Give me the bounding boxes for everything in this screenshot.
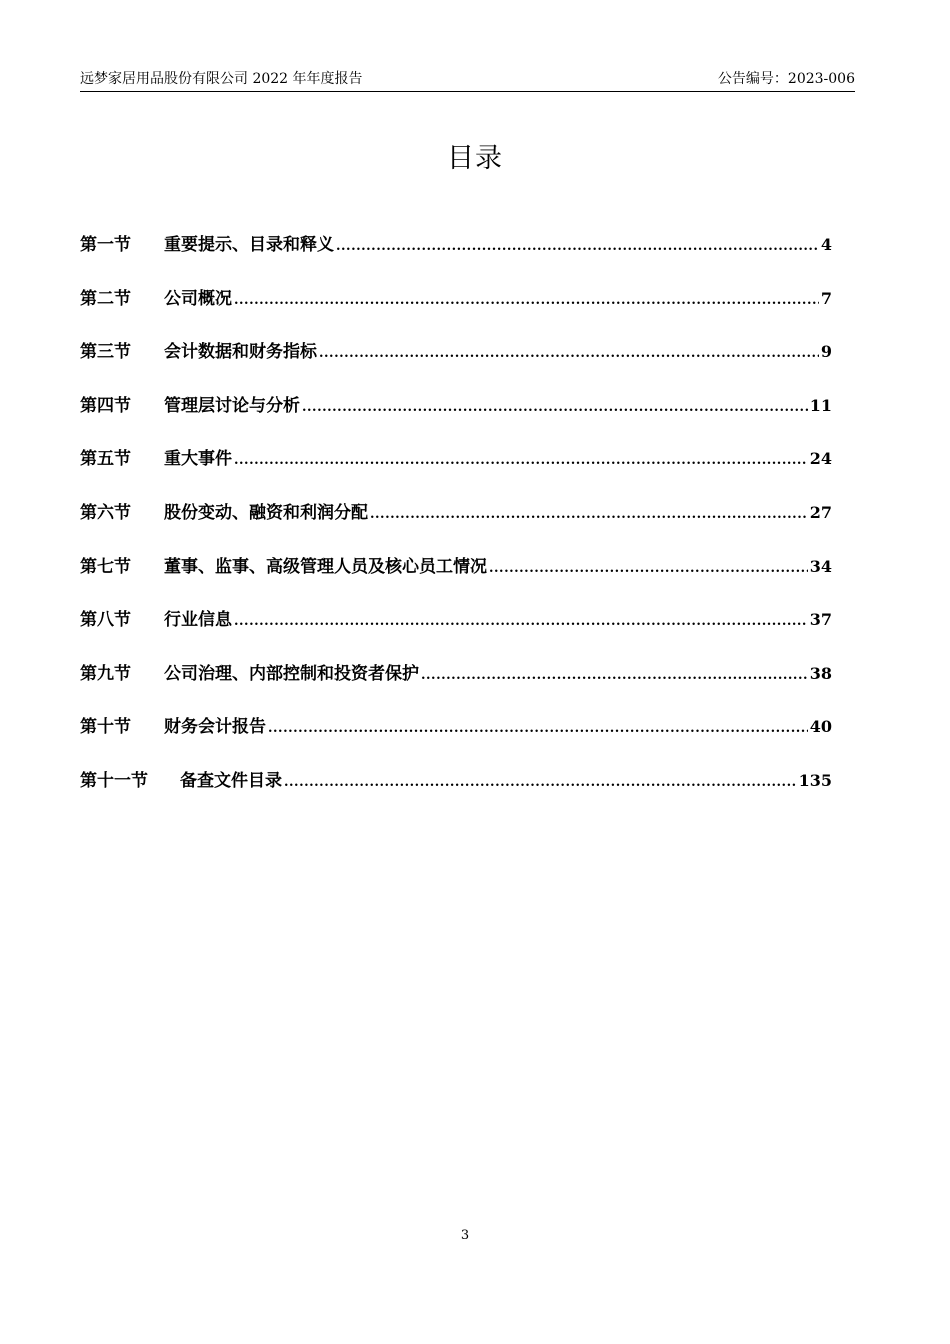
toc-dot-leader xyxy=(268,721,808,736)
toc-dot-leader xyxy=(284,775,797,790)
toc-section-number: 第十一节 xyxy=(80,770,148,791)
toc-section-title: 董事、监事、高级管理人员及核心员工情况 xyxy=(164,556,487,577)
toc-dot-leader xyxy=(370,507,808,522)
toc-dot-leader xyxy=(234,614,808,629)
toc-entry-section-9[interactable] xyxy=(80,659,832,713)
toc-section-title: 管理层讨论与分析 xyxy=(164,395,300,416)
toc-section-number: 第六节 xyxy=(80,502,131,523)
header-announcement-number: 公告编号：2023-006 xyxy=(717,71,855,87)
toc-dot-leader xyxy=(489,561,808,576)
toc-page-number: 34 xyxy=(809,556,832,576)
table-of-contents xyxy=(80,230,832,820)
toc-page-number: 135 xyxy=(798,770,832,790)
toc-dot-leader xyxy=(302,400,808,415)
toc-section-number: 第二节 xyxy=(80,288,131,309)
toc-entry-section-3[interactable] xyxy=(80,337,832,391)
toc-section-title: 重要提示、目录和释义 xyxy=(164,235,334,255)
toc-entry-section-1[interactable] xyxy=(80,230,832,284)
toc-entry-section-7[interactable] xyxy=(80,552,832,606)
toc-section-number: 第四节 xyxy=(80,395,131,416)
toc-entry-section-8[interactable] xyxy=(80,605,832,659)
toc-page-number: 4 xyxy=(820,235,832,254)
toc-dot-leader xyxy=(234,293,819,308)
page-footer-number: 3 xyxy=(460,1228,470,1243)
toc-section-title: 股份变动、融资和利润分配 xyxy=(164,502,368,523)
toc-section-title: 公司治理、内部控制和投资者保护 xyxy=(164,663,419,684)
toc-section-title: 公司概况 xyxy=(164,288,232,309)
toc-section-number: 第一节 xyxy=(80,235,131,255)
toc-section-number: 第九节 xyxy=(80,663,131,684)
header-report-title: 远梦家居用品股份有限公司 2022 年年度报告 xyxy=(80,71,363,87)
page-title: 目录 xyxy=(447,143,503,174)
toc-page-number: 38 xyxy=(809,663,832,683)
toc-section-number: 第五节 xyxy=(80,449,131,470)
toc-entry-section-10[interactable] xyxy=(80,712,832,766)
toc-page-number: 7 xyxy=(820,288,832,308)
toc-entry-section-2[interactable] xyxy=(80,284,832,338)
toc-section-title: 行业信息 xyxy=(164,610,232,631)
toc-entry-section-6[interactable] xyxy=(80,498,832,552)
toc-section-number: 第八节 xyxy=(80,610,131,631)
toc-section-number: 第十节 xyxy=(80,717,131,738)
toc-section-title: 备查文件目录 xyxy=(180,770,282,791)
toc-page-number: 9 xyxy=(820,342,832,362)
toc-page-number: 24 xyxy=(809,449,832,469)
toc-entry-section-4[interactable] xyxy=(80,391,832,445)
toc-section-number: 第七节 xyxy=(80,556,131,577)
toc-section-number: 第三节 xyxy=(80,342,131,363)
toc-page-number: 27 xyxy=(809,502,832,522)
toc-dot-leader xyxy=(234,453,808,468)
toc-section-title: 财务会计报告 xyxy=(164,717,266,738)
toc-page-number: 11 xyxy=(809,395,832,415)
toc-section-title: 重大事件 xyxy=(164,449,232,470)
toc-dot-leader xyxy=(421,668,808,683)
toc-dot-leader xyxy=(319,346,819,361)
toc-dot-leader xyxy=(336,239,819,254)
toc-page-number: 37 xyxy=(809,610,832,630)
toc-section-title: 会计数据和财务指标 xyxy=(164,342,317,363)
toc-entry-section-5[interactable] xyxy=(80,444,832,498)
toc-entry-section-11[interactable] xyxy=(80,766,832,820)
page-header xyxy=(80,64,855,92)
toc-page-number: 40 xyxy=(809,717,832,737)
